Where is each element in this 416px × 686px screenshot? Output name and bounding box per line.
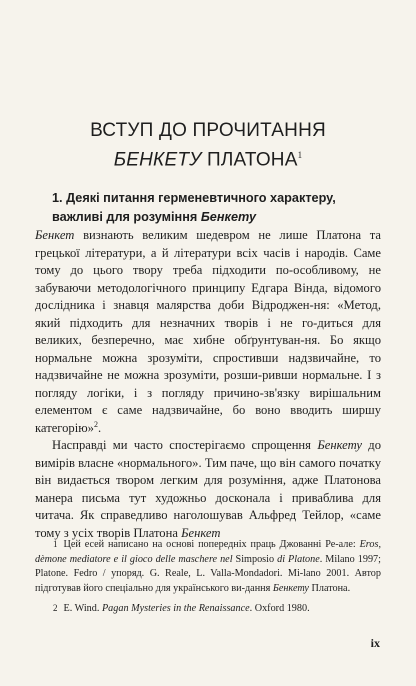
- section-heading-italic: Бенкету: [200, 210, 257, 224]
- footnote-1-text-g: Платона.: [308, 582, 351, 594]
- section-heading-text: важливі для розуміння: [52, 210, 201, 224]
- footnote-1-text-e: . Milano 1997; Platone. Fedro / упоряд. G. Reale, L. Valla-Mondadori. Mi-lano 2001. Автор підготував його спеціально для українського ви-дання: [35, 553, 381, 594]
- chapter-title-line-2: [35, 143, 381, 172]
- footnote-2-text-c: . Oxford 1980.: [249, 603, 310, 615]
- footnote-ref-2[interactable]: 2: [93, 419, 98, 429]
- paragraph-1: [35, 227, 381, 437]
- section-heading-line-1: 1. Деякі питання герменевтичного характеру,: [52, 191, 336, 205]
- chapter-title-line-1: ВСТУП ДО ПРОЧИТАННЯ: [90, 120, 326, 141]
- footnote-1-text-a: Цей есей написано на основі попередніх праць Джованні Ре-але:: [63, 539, 360, 550]
- footnote-1: [35, 537, 381, 596]
- body-text: [35, 227, 381, 542]
- footnote-ref-1[interactable]: 1: [297, 150, 303, 160]
- paragraph-2-italic-1: Бенкету: [317, 438, 362, 452]
- paragraph-2-text-1: Насправді ми часто спостерігаємо спрощення: [52, 438, 318, 452]
- footnote-2-text-a: E. Wind.: [63, 603, 102, 615]
- footnotes: [35, 537, 381, 617]
- footnote-1-number: 1: [53, 539, 58, 549]
- paragraph-2: [35, 437, 381, 542]
- paragraph-1-italic: Бенкет: [35, 228, 75, 242]
- page-number: ix: [370, 636, 380, 650]
- footnote-1-text-c: Simposio: [232, 553, 278, 565]
- footnote-2: [35, 601, 381, 617]
- paragraph-2-italic-2: Бенкет: [181, 525, 221, 540]
- paragraph-2-text-2: до вимірів власне «нормального». Тим паче, що він самого початку він видається твором легким для розуміння, адже Платонова манера письма тут художньо досконала і приваблива для читача. Як справедливо наголошував Альфред Тейлор, «саме тому з усіх творів Платона: [35, 438, 381, 540]
- paragraph-1-end: .: [97, 420, 102, 435]
- footnote-1-italic-b: Eros, dèmone mediatore e il gioco delle maschere nel: [35, 539, 381, 565]
- chapter-title-rest: ПЛАТОНА: [201, 149, 298, 171]
- section-heading-line-2: [52, 208, 382, 227]
- chapter-title: [35, 119, 381, 172]
- section-heading: [52, 189, 382, 227]
- paragraph-1-text: визнають великим шедевром не лише Платона та грецької літератури, а й літератури всіх часів і народів. Саме тому до цього твору треба підходити по-особливому, не забуваючи методологічного принципу Едгара Вінда, відомого дослідника і знавця малярства доби Відроджен-ня: «Метод, який підходить для незначних творів і не го-диться для великих, безперечно, має хибне обґрунтуван-ня. Бо якщо нормальне можна зрозуміти, спростивши надзвичайне, то надзвичайне не можна зрозуміти, розши-ривши нормальне. І з погляду логіки, і з погляду причино-зв'язку вирішальним елементом є саме надзвичайне, бо воно вводить ширшу категорію»: [35, 228, 381, 435]
- footnote-2-italic-b: Pagan Mysteries in the Renaissance: [101, 603, 250, 615]
- footnote-2-number: 2: [53, 603, 58, 614]
- footnote-1-italic-f: Бенкету: [272, 582, 309, 594]
- footnote-1-italic-d: di Platone: [277, 553, 320, 565]
- chapter-title-italic: БЕНКЕТУ: [113, 149, 202, 171]
